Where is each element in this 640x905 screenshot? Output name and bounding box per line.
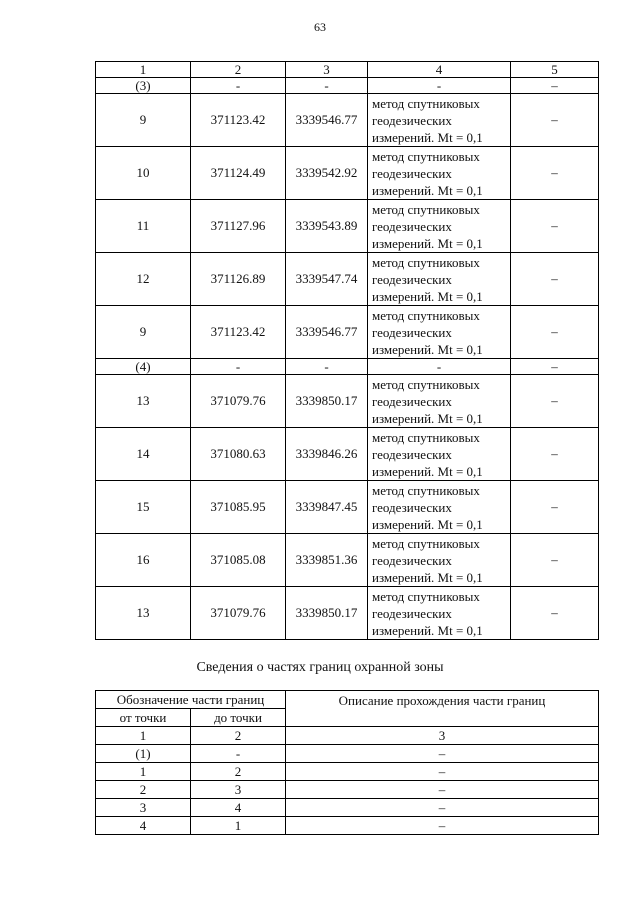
method-line: метод спутниковых xyxy=(372,201,480,217)
method-line: измерений. Mt = 0,1 xyxy=(372,182,483,198)
remark-cell: – xyxy=(511,359,599,375)
method-line: измерений. Mt = 0,1 xyxy=(372,235,483,251)
y-coordinate-cell: 3339850.17 xyxy=(286,587,368,640)
method-line: геодезических xyxy=(372,446,452,462)
parts-row xyxy=(96,799,599,817)
coords-row xyxy=(96,200,599,253)
coords-row xyxy=(96,375,599,428)
number-cell: 2 xyxy=(191,727,286,745)
method-cell xyxy=(368,200,511,253)
point-number-cell: (3) xyxy=(96,78,191,94)
description-cell: – xyxy=(286,781,599,799)
point-number-cell: 10 xyxy=(96,147,191,200)
method-cell xyxy=(368,375,511,428)
method-line: измерений. Mt = 0,1 xyxy=(372,288,483,304)
description-header: Описание прохождения части границ xyxy=(286,691,599,727)
method-line: геодезических xyxy=(372,605,452,621)
coords-row xyxy=(96,147,599,200)
method-cell xyxy=(368,428,511,481)
method-cell xyxy=(368,253,511,306)
y-coordinate-cell: 3339546.77 xyxy=(286,94,368,147)
method-cell xyxy=(368,94,511,147)
column-number-cell: 4 xyxy=(368,62,511,78)
description-cell: – xyxy=(286,799,599,817)
point-number-cell: 16 xyxy=(96,534,191,587)
parts-header-row xyxy=(96,691,599,709)
point-number-cell: (4) xyxy=(96,359,191,375)
x-coordinate-cell: 371124.49 xyxy=(191,147,286,200)
remark-cell: – xyxy=(511,147,599,200)
coords-row xyxy=(96,481,599,534)
coords-row xyxy=(96,428,599,481)
x-coordinate-cell: 371085.95 xyxy=(191,481,286,534)
y-coordinate-cell: - xyxy=(286,78,368,94)
method-line: измерений. Mt = 0,1 xyxy=(372,622,483,638)
point-number-cell: 11 xyxy=(96,200,191,253)
method-cell xyxy=(368,587,511,640)
to-point-cell: - xyxy=(191,745,286,763)
y-coordinate-cell: 3339547.74 xyxy=(286,253,368,306)
coords-row xyxy=(96,253,599,306)
method-line: метод спутниковых xyxy=(372,535,480,551)
method-line: геодезических xyxy=(372,165,452,181)
method-line: геодезических xyxy=(372,218,452,234)
method-cell xyxy=(368,481,511,534)
point-number-cell: 12 xyxy=(96,253,191,306)
method-line: метод спутниковых xyxy=(372,254,480,270)
from-point-cell: 4 xyxy=(96,817,191,835)
method-line: метод спутниковых xyxy=(372,307,480,323)
from-point-cell: 3 xyxy=(96,799,191,817)
y-coordinate-cell: 3339546.77 xyxy=(286,306,368,359)
method-line: геодезических xyxy=(372,112,452,128)
method-line: измерений. Mt = 0,1 xyxy=(372,569,483,585)
y-coordinate-cell: 3339851.36 xyxy=(286,534,368,587)
method-cell: - xyxy=(368,78,511,94)
parts-row xyxy=(96,817,599,835)
from-point-cell: 2 xyxy=(96,781,191,799)
remark-cell: – xyxy=(511,306,599,359)
y-coordinate-cell: 3339846.26 xyxy=(286,428,368,481)
point-number-cell: 13 xyxy=(96,375,191,428)
point-number-cell: 13 xyxy=(96,587,191,640)
parts-row xyxy=(96,781,599,799)
parts-row xyxy=(96,745,599,763)
to-point-cell: 3 xyxy=(191,781,286,799)
remark-cell: – xyxy=(511,94,599,147)
method-line: измерений. Mt = 0,1 xyxy=(372,463,483,479)
section-title: Сведения о частях границ охранной зоны xyxy=(196,660,444,675)
from-point-cell: (1) xyxy=(96,745,191,763)
to-point-cell: 2 xyxy=(191,763,286,781)
group-header: Обозначение части границ xyxy=(96,691,286,709)
coords-header-row xyxy=(96,62,599,78)
coords-row xyxy=(96,587,599,640)
y-coordinate-cell: 3339850.17 xyxy=(286,375,368,428)
parts-row xyxy=(96,763,599,781)
method-line: измерений. Mt = 0,1 xyxy=(372,410,483,426)
method-line: метод спутниковых xyxy=(372,588,480,604)
x-coordinate-cell: - xyxy=(191,78,286,94)
method-line: метод спутниковых xyxy=(372,482,480,498)
x-coordinate-cell: - xyxy=(191,359,286,375)
x-coordinate-cell: 371127.96 xyxy=(191,200,286,253)
remark-cell: – xyxy=(511,375,599,428)
coords-row xyxy=(96,94,599,147)
x-coordinate-cell: 371123.42 xyxy=(191,306,286,359)
description-cell: – xyxy=(286,745,599,763)
x-coordinate-cell: 371079.76 xyxy=(191,587,286,640)
column-number-cell: 5 xyxy=(511,62,599,78)
remark-cell: – xyxy=(511,78,599,94)
y-coordinate-cell: 3339542.92 xyxy=(286,147,368,200)
coords-row xyxy=(96,534,599,587)
to-point-cell: 4 xyxy=(191,799,286,817)
method-line: геодезических xyxy=(372,324,452,340)
method-line: метод спутниковых xyxy=(372,376,480,392)
x-coordinate-cell: 371123.42 xyxy=(191,94,286,147)
to-point-header: до точки xyxy=(191,709,286,727)
method-line: метод спутниковых xyxy=(372,148,480,164)
coords-row xyxy=(96,359,599,375)
method-line: геодезических xyxy=(372,499,452,515)
method-line: измерений. Mt = 0,1 xyxy=(372,129,483,145)
coords-row xyxy=(96,78,599,94)
description-cell: – xyxy=(286,763,599,781)
method-cell xyxy=(368,306,511,359)
column-number-cell: 3 xyxy=(286,62,368,78)
coords-row xyxy=(96,306,599,359)
to-point-cell: 1 xyxy=(191,817,286,835)
method-line: метод спутниковых xyxy=(372,95,480,111)
point-number-cell: 14 xyxy=(96,428,191,481)
y-coordinate-cell: - xyxy=(286,359,368,375)
number-cell: 1 xyxy=(96,727,191,745)
column-number-cell: 2 xyxy=(191,62,286,78)
x-coordinate-cell: 371085.08 xyxy=(191,534,286,587)
remark-cell: – xyxy=(511,587,599,640)
parts-number-row xyxy=(96,727,599,745)
method-line: измерений. Mt = 0,1 xyxy=(372,341,483,357)
method-cell xyxy=(368,534,511,587)
point-number-cell: 9 xyxy=(96,306,191,359)
boundary-parts-table xyxy=(95,690,599,835)
x-coordinate-cell: 371126.89 xyxy=(191,253,286,306)
from-point-header: от точки xyxy=(96,709,191,727)
point-number-cell: 9 xyxy=(96,94,191,147)
number-cell: 3 xyxy=(286,727,599,745)
column-number-cell: 1 xyxy=(96,62,191,78)
remark-cell: – xyxy=(511,253,599,306)
from-point-cell: 1 xyxy=(96,763,191,781)
y-coordinate-cell: 3339543.89 xyxy=(286,200,368,253)
method-line: метод спутниковых xyxy=(372,429,480,445)
remark-cell: – xyxy=(511,428,599,481)
method-line: измерений. Mt = 0,1 xyxy=(372,516,483,532)
method-line: геодезических xyxy=(372,271,452,287)
method-line: геодезических xyxy=(372,393,452,409)
coordinates-table xyxy=(95,61,599,640)
x-coordinate-cell: 371079.76 xyxy=(191,375,286,428)
point-number-cell: 15 xyxy=(96,481,191,534)
method-cell xyxy=(368,147,511,200)
y-coordinate-cell: 3339847.45 xyxy=(286,481,368,534)
remark-cell: – xyxy=(511,481,599,534)
method-cell: - xyxy=(368,359,511,375)
remark-cell: – xyxy=(511,200,599,253)
method-line: геодезических xyxy=(372,552,452,568)
x-coordinate-cell: 371080.63 xyxy=(191,428,286,481)
description-cell: – xyxy=(286,817,599,835)
page-number: 63 xyxy=(314,20,326,34)
remark-cell: – xyxy=(511,534,599,587)
